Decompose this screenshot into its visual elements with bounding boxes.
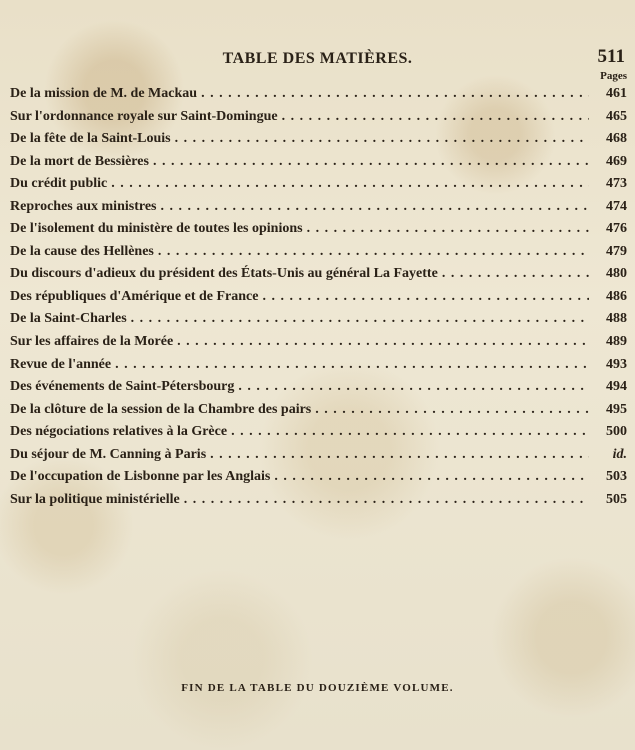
toc-entry — [10, 424, 627, 447]
toc-leader-dots — [238, 379, 589, 395]
page-header — [0, 46, 635, 74]
end-of-table-note: FIN DE LA TABLE DU DOUZIÈME VOLUME. — [181, 682, 454, 694]
toc-entry-page: id. — [612, 446, 627, 462]
toc-entry-title: Sur la politique ministérielle — [10, 491, 180, 507]
toc-leader-dots — [282, 109, 589, 125]
toc-leader-dots — [177, 334, 589, 350]
toc-entry-title: De la Saint-Charles — [10, 311, 127, 327]
toc-leader-dots — [201, 86, 589, 102]
toc-entry-page: 468 — [606, 131, 627, 147]
toc-leader-dots — [115, 357, 589, 373]
toc-leader-dots — [160, 199, 589, 215]
toc-entry-page: 480 — [606, 266, 627, 282]
toc-leader-dots — [175, 131, 589, 147]
toc-leader-dots — [111, 176, 589, 192]
toc-entry-page: 505 — [606, 491, 627, 507]
toc-entry — [10, 311, 627, 334]
toc-leader-dots — [210, 447, 589, 463]
toc-entry — [10, 86, 627, 109]
page-number: 511 — [597, 46, 625, 67]
toc-entry-title: Reproches aux ministres — [10, 198, 157, 214]
toc-entry — [10, 402, 627, 425]
toc-entry-page: 469 — [606, 153, 627, 169]
toc-entry-title: De la cause des Hellènes — [10, 243, 154, 259]
toc-entry-page: 473 — [606, 176, 627, 192]
toc-entry — [10, 334, 627, 357]
toc-leader-dots — [184, 492, 589, 508]
toc-entry-page: 500 — [606, 424, 627, 440]
toc-entry — [10, 266, 627, 289]
toc-entry-page: 503 — [606, 469, 627, 485]
toc-entry-page: 476 — [606, 221, 627, 237]
toc-entry-page: 461 — [606, 86, 627, 101]
toc-entry-page: 489 — [606, 334, 627, 350]
toc-entry — [10, 154, 627, 177]
toc-entry — [10, 199, 627, 222]
toc-entry — [10, 447, 627, 470]
toc-entry-page: 465 — [606, 108, 627, 124]
toc-entry — [10, 109, 627, 132]
toc-entry — [10, 244, 627, 267]
toc-entry-title: Des négociations relatives à la Grèce — [10, 424, 228, 440]
toc-entry-title: De l'isolement du ministère de toutes les opinions — [10, 221, 303, 237]
page-title: TABLE DES MATIÈRES. — [222, 50, 413, 67]
toc-entry — [10, 221, 627, 244]
toc-entry-title: Sur l'ordonnance royale sur Saint-Domingue — [10, 108, 278, 124]
toc-entry — [10, 176, 627, 199]
toc-leader-dots — [262, 289, 589, 305]
toc-leader-dots — [131, 311, 589, 327]
toc-entry — [10, 469, 627, 492]
toc-leader-dots — [158, 244, 589, 260]
toc-leader-dots — [315, 402, 589, 418]
toc-entry-title: De l'occupation de Lisbonne par les Anglais — [10, 469, 271, 485]
toc-entry-title: Du crédit public — [10, 176, 108, 192]
toc-entry-page: 495 — [606, 401, 627, 417]
toc-entry — [10, 289, 627, 312]
toc-leader-dots — [153, 154, 589, 170]
toc-entry — [10, 131, 627, 154]
toc-entry-page: 493 — [606, 356, 627, 372]
toc-entry-title: De la clôture de la session de la Chambre des pairs — [10, 401, 312, 417]
toc-entry-title: Du séjour de M. Canning à Paris — [10, 446, 207, 462]
toc-entry-title: Des républiques d'Amérique et de France — [10, 288, 259, 304]
toc-leader-dots — [274, 469, 589, 485]
toc-entry-title: De la mission de M. de Mackau — [10, 86, 198, 101]
toc-entry-page: 479 — [606, 243, 627, 259]
toc-entry-page: 474 — [606, 198, 627, 214]
toc-entry-page: 486 — [606, 288, 627, 304]
toc-entry-page: 488 — [606, 311, 627, 327]
toc-leader-dots — [231, 424, 589, 440]
toc-entry-title: De la fête de la Saint-Louis — [10, 131, 171, 147]
toc-leader-dots — [442, 266, 589, 282]
table-of-contents — [10, 86, 627, 514]
toc-entry-title: De la mort de Bessières — [10, 153, 149, 169]
toc-entry-title: Du discours d'adieux du président des États-Unis au général La Fayette — [10, 266, 438, 282]
toc-entry — [10, 357, 627, 380]
toc-entry-page: 494 — [606, 379, 627, 395]
toc-entry — [10, 492, 627, 515]
pages-column-label: Pages — [600, 70, 627, 82]
toc-leader-dots — [307, 221, 589, 237]
toc-entry-title: Revue de l'année — [10, 356, 112, 372]
toc-entry — [10, 379, 627, 402]
toc-entry-title: Sur les affaires de la Morée — [10, 334, 174, 350]
toc-entry-title: Des événements de Saint-Pétersbourg — [10, 379, 235, 395]
